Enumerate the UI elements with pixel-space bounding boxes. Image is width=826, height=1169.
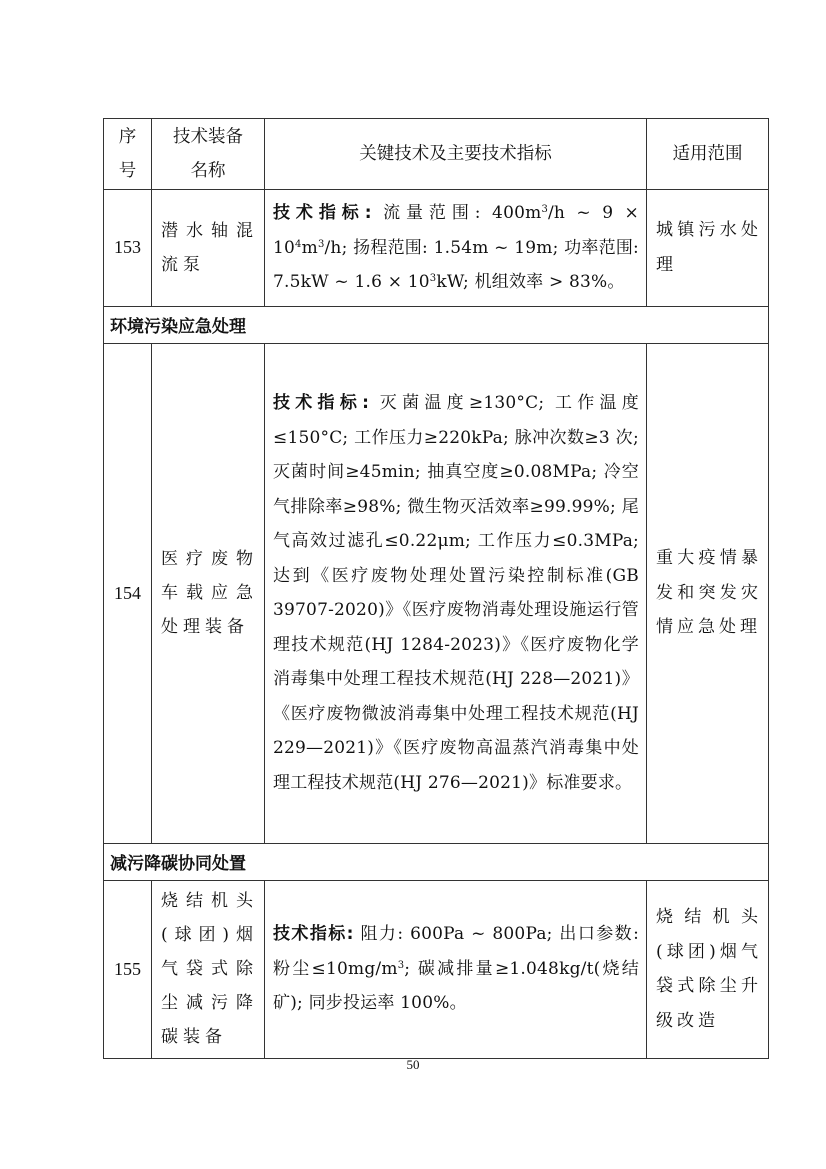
- row-scope: 重大疫情暴发和突发灾情应急处理: [647, 343, 769, 843]
- row-spec: [265, 190, 647, 307]
- header-equipment-name: [152, 119, 265, 190]
- equipment-spec-table: [103, 118, 769, 1059]
- table-row: [104, 880, 769, 1058]
- header-index-line1: 序: [118, 127, 137, 147]
- page-number: 50: [406, 1057, 420, 1072]
- spec-text: /h; 扬程范围: 1.54m ~ 19m; 功率范围: 7.5kW ~ 1.6 × 10: [273, 237, 639, 292]
- header-name-line2: 名称: [190, 161, 226, 181]
- spec-label: 技术指标:: [273, 924, 354, 945]
- spec-text: 流量范围: 400m: [371, 203, 542, 223]
- section-title: 环境污染应急处理: [104, 306, 769, 343]
- row-equipment-name: 烧结机头(球团)烟气袋式除尘减污降碳装备: [152, 880, 265, 1058]
- superscript: 3: [317, 238, 325, 250]
- superscript: 4: [295, 238, 302, 250]
- section-row: [104, 306, 769, 343]
- spec-text: 阻力: 600Pa ~ 800Pa; 出口参数: 粉尘≤10mg/m: [273, 924, 639, 979]
- header-scope: 适用范围: [647, 119, 769, 190]
- section-row: [104, 843, 769, 880]
- row-scope: 城镇污水处理: [647, 190, 769, 307]
- spec-text: kW; 机组效率 > 83%。: [436, 272, 625, 292]
- spec-text: m: [301, 237, 318, 258]
- section-title: 减污降碳协同处置: [104, 843, 769, 880]
- row-equipment-name: 医疗废物车载应急处理装备: [152, 343, 265, 843]
- spec-label: 技术指标:: [273, 203, 372, 223]
- spec-text: ; 碳减排量≥1.048kg/t(烧结矿); 同步投运率 100%。: [273, 958, 640, 1014]
- header-name-line1: 技术装备: [173, 127, 243, 147]
- superscript: 3: [541, 204, 548, 215]
- row-spec: [265, 880, 647, 1058]
- superscript: 3: [429, 273, 437, 284]
- row-spec: [265, 343, 647, 843]
- row-index: 154: [104, 343, 152, 843]
- row-equipment-name: 潜水轴混流泵: [152, 190, 265, 307]
- table-row: [104, 190, 769, 307]
- table-row: [104, 343, 769, 843]
- superscript: 3: [397, 959, 405, 971]
- row-index: 155: [104, 880, 152, 1058]
- spec-label: 技术指标:: [273, 393, 370, 413]
- header-key-tech: 关键技术及主要技术指标: [265, 119, 647, 190]
- row-index: 153: [104, 190, 152, 307]
- header-index-line2: 号: [118, 161, 137, 181]
- spec-text: /h ~ 9 × 10: [273, 203, 639, 258]
- table-header-row: [104, 119, 769, 190]
- header-index: [104, 119, 152, 190]
- spec-text: 灭菌温度≥130°C; 工作温度≤150°C; 工作压力≥220kPa; 脉冲次数≥3 次; 灭菌时间≥45min; 抽真空度≥0.08MPa; 冷空气排除率≥98%; 微生物灭活效率≥99.99%; 尾气高效过滤孔≤0.22μm; 工作压力≤0.3MPa; 达到《医疗废物处理处置污染控制标准(GB 39707-2020)》《医疗废物消毒处理设施运行管理技术规范(HJ 1284-2023)》《医疗废物化学消毒集中处理工程技术规范(HJ 228—2021)》《医疗废物微波消毒集中处理工程技术规范(HJ 229—2021)》《医疗废物高温蒸汽消毒集中处理工程技术规范(HJ 276—2021)》标准要求。: [273, 393, 639, 793]
- row-scope: 烧结机头(球团)烟气袋式除尘升级改造: [647, 880, 769, 1058]
